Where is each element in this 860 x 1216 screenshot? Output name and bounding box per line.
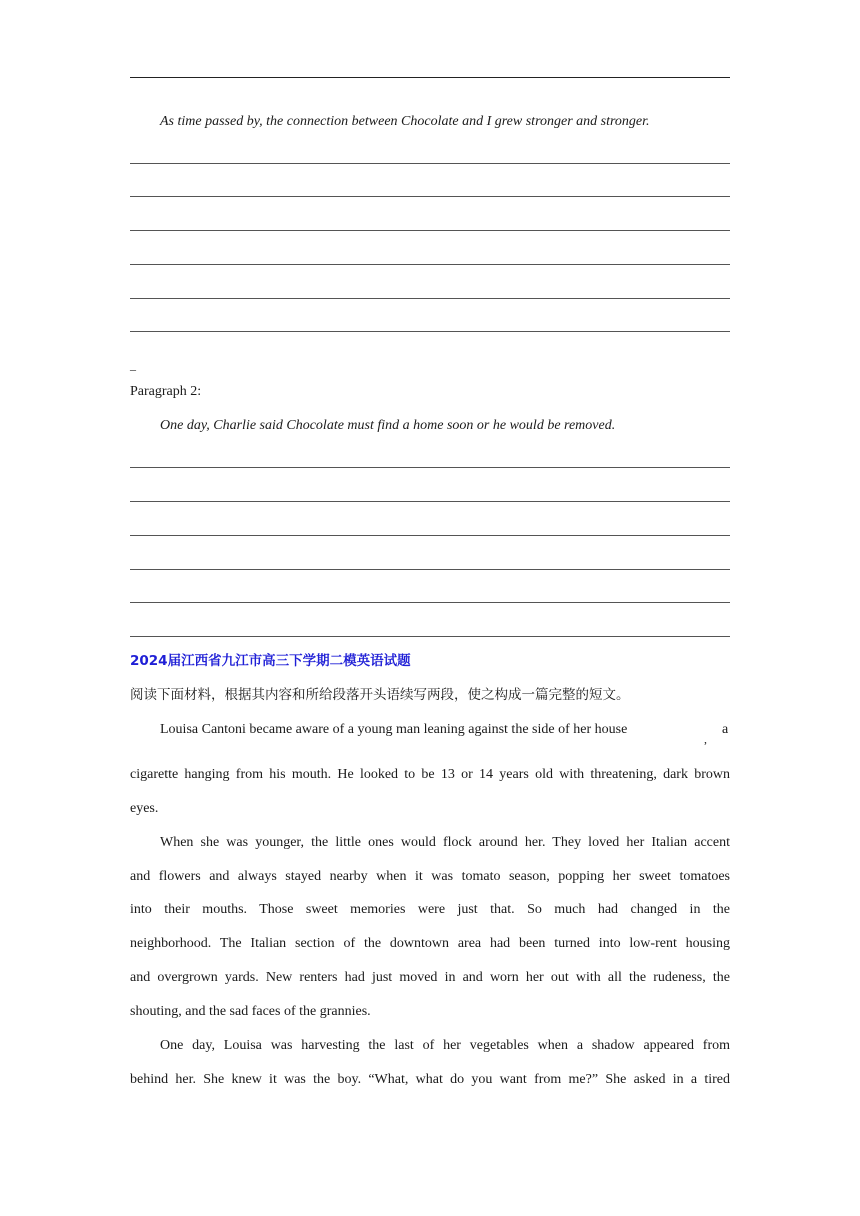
writing-line [130,196,730,197]
passage-p1-line2: cigarette hanging from his mouth. He looked to be 13 or 14 years old with threatening, dark brown [130,767,730,782]
passage-p1-a: a [722,722,729,737]
writing-line [130,331,730,332]
document-page [130,0,730,1216]
writing-line [130,467,730,468]
writing-line [130,602,730,603]
passage-p1-line1: Louisa Cantoni became aware of a young man leaning against the side of her house [160,722,628,737]
stray-dash: _ [130,358,136,372]
exam-title: 2024届江西省九江市高三下学期二模英语试题 [130,653,411,669]
writing-line [130,163,730,164]
top-rule [130,77,730,78]
passage-line: When she was younger, the little ones would flock around her. They loved her Italian accent [160,835,730,850]
writing-line [130,636,730,637]
writing-line [130,569,730,570]
passage-p1-line3: eyes. [130,801,159,816]
passage-line: shouting, and the sad faces of the grannies. [130,1004,371,1019]
passage-line: One day, Louisa was harvesting the last of her vegetables when a shadow appeared from [160,1038,730,1053]
writing-line [130,535,730,536]
part1-prompt: As time passed by, the connection between Chocolate and I grew stronger and stronger. [160,114,650,129]
writing-line [130,264,730,265]
passage-line: behind her. She knew it was the boy. “What, what do you want from me?” She asked in a tired [130,1072,730,1087]
writing-line [130,501,730,502]
passage-line: into their mouths. Those sweet memories were just that. So much had changed in the [130,902,730,917]
passage-line: and flowers and always stayed nearby when it was tomato season, popping her sweet tomatoes [130,869,730,884]
passage-p1-comma: , [704,732,707,746]
writing-line [130,298,730,299]
paragraph-2-label: Paragraph 2: [130,384,202,399]
part2-prompt: One day, Charlie said Chocolate must find a home soon or he would be removed. [160,418,616,433]
writing-line [130,230,730,231]
exam-instruction: 阅读下面材料，根据其内容和所给段落开头语续写两段，使之构成一篇完整的短文。 [130,687,630,703]
passage-line: and overgrown yards. New renters had just moved in and worn her out with all the rudeness, the [130,970,730,985]
passage-line: neighborhood. The Italian section of the downtown area had been turned into low-rent housing [130,936,730,951]
